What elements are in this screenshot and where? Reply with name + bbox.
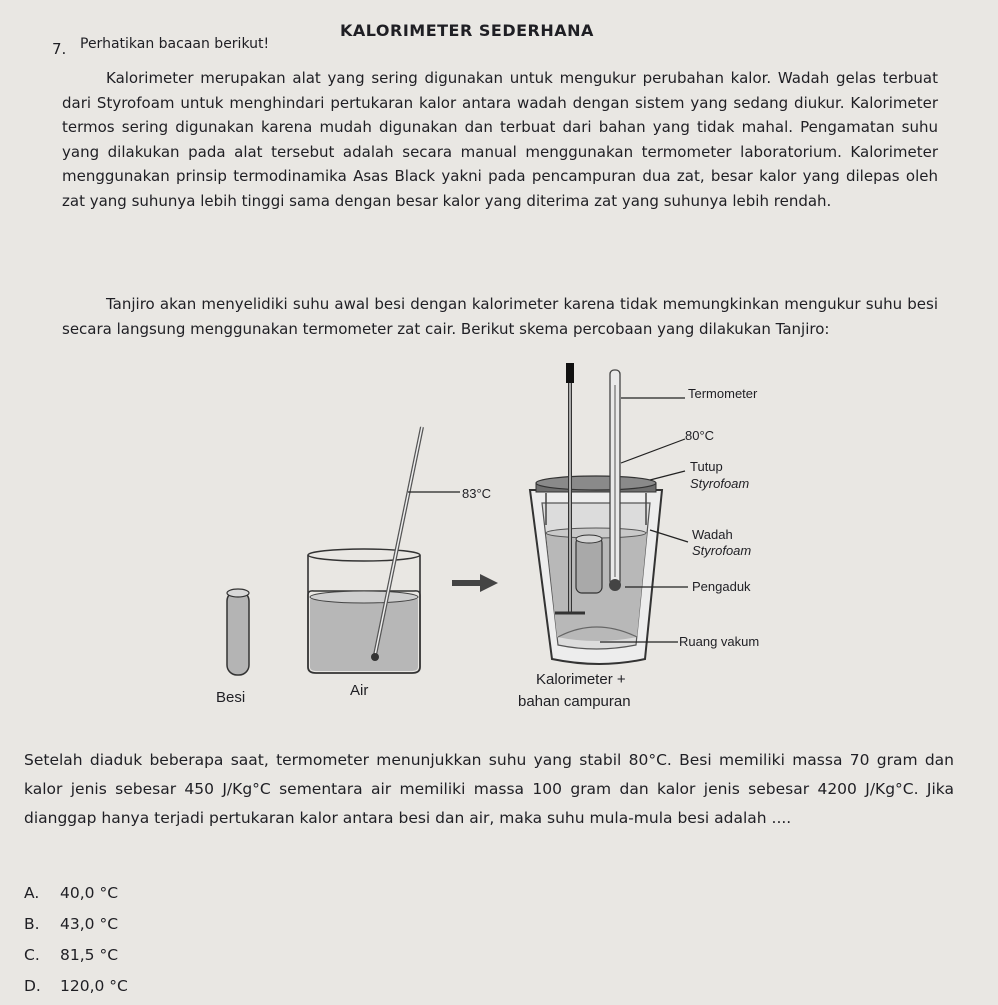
option-b[interactable] [24,909,128,940]
experiment-diagram [200,355,800,725]
caption-line-1: Kalorimeter + [536,671,626,688]
tutup-label: Tutup [690,459,723,474]
paragraph-1-text: Kalorimeter merupakan alat yang sering digunakan untuk mengukur perubahan kalor. Wadah gelas terbuat dari Styrofoam untuk menghindari pertukaran kalor antara wadah dengan sistem yang sedang diukur. Kalorimeter termos sering digunakan karena mudah digunakan dan terbuat dari bahan yang tidak mahal. Pengamatan suhu yang dilakukan pada alat tersebut adalah secara manual menggunakan termometer laboratorium. Kalorimeter menggunakan prinsip termodinamika Asas Black yakni pada pencampuran dua zat, besar kalor yang dilepas oleh zat yang suhunya lebih tinggi sama dengan besar kalor yang diterima zat yang suhunya lebih rendah. [62,69,938,210]
wadah-label: Wadah [692,527,733,542]
paragraph-2-text: Tanjiro akan menyelidiki suhu awal besi dengan kalorimeter karena tidak memungkinkan mengukur suhu besi secara langsung menggunakan termometer zat cair. Berikut skema percobaan yang dilakukan Tanjiro: [62,295,938,338]
ruang-vakum-label: Ruang vakum [679,634,760,649]
air-label: Air [350,682,369,699]
question-body: Setelah diaduk beberapa saat, termometer menunjukkan suhu yang stabil 80°C. Besi memiliki massa 70 gram dan kalor jenis sebesar 450 J/Kg°C sementara air memiliki massa 100 gram dan kalor jenis sebesar 4200 J/Kg°C. Jika dianggap hanya terjadi pertukaran kalor antara besi dan air, maka suhu mula-mula besi adalah .... [24,751,954,827]
option-letter: C. [24,946,40,964]
option-letter: D. [24,977,41,995]
question-number: 7. [52,40,67,58]
caption-line-2: bahan campuran [518,693,631,710]
experiment-svg [200,355,800,725]
option-text: 81,5 °C [60,946,119,964]
answer-options [24,878,128,1002]
option-letter: B. [24,915,40,933]
iron-rod [227,589,249,675]
termometer-label: Termometer [688,386,758,401]
wadah-material-label: Styrofoam [692,543,752,558]
air-temp-label: 83°C [462,486,492,501]
pengaduk-label: Pengaduk [692,579,751,594]
option-text: 40,0 °C [60,884,119,902]
option-a[interactable] [24,878,128,909]
water-beaker [308,549,420,673]
besi-label: Besi [216,689,246,706]
kalorimeter-temp-label: 80°C [685,428,715,443]
option-c[interactable] [24,940,128,971]
question-intro: Perhatikan bacaan berikut! [80,36,270,52]
arrow-icon [452,574,498,592]
passage-title: KALORIMETER SEDERHANA [340,21,594,40]
option-text: 120,0 °C [60,977,128,995]
paragraph-1 [62,66,938,213]
option-text: 43,0 °C [60,915,119,933]
calorimeter-iron-rod [576,535,602,593]
option-d[interactable] [24,971,128,1002]
tutup-material-label: Styrofoam [690,476,750,491]
calorimeter-thermometer [609,370,621,591]
option-letter: A. [24,884,40,902]
paragraph-2 [62,292,938,341]
